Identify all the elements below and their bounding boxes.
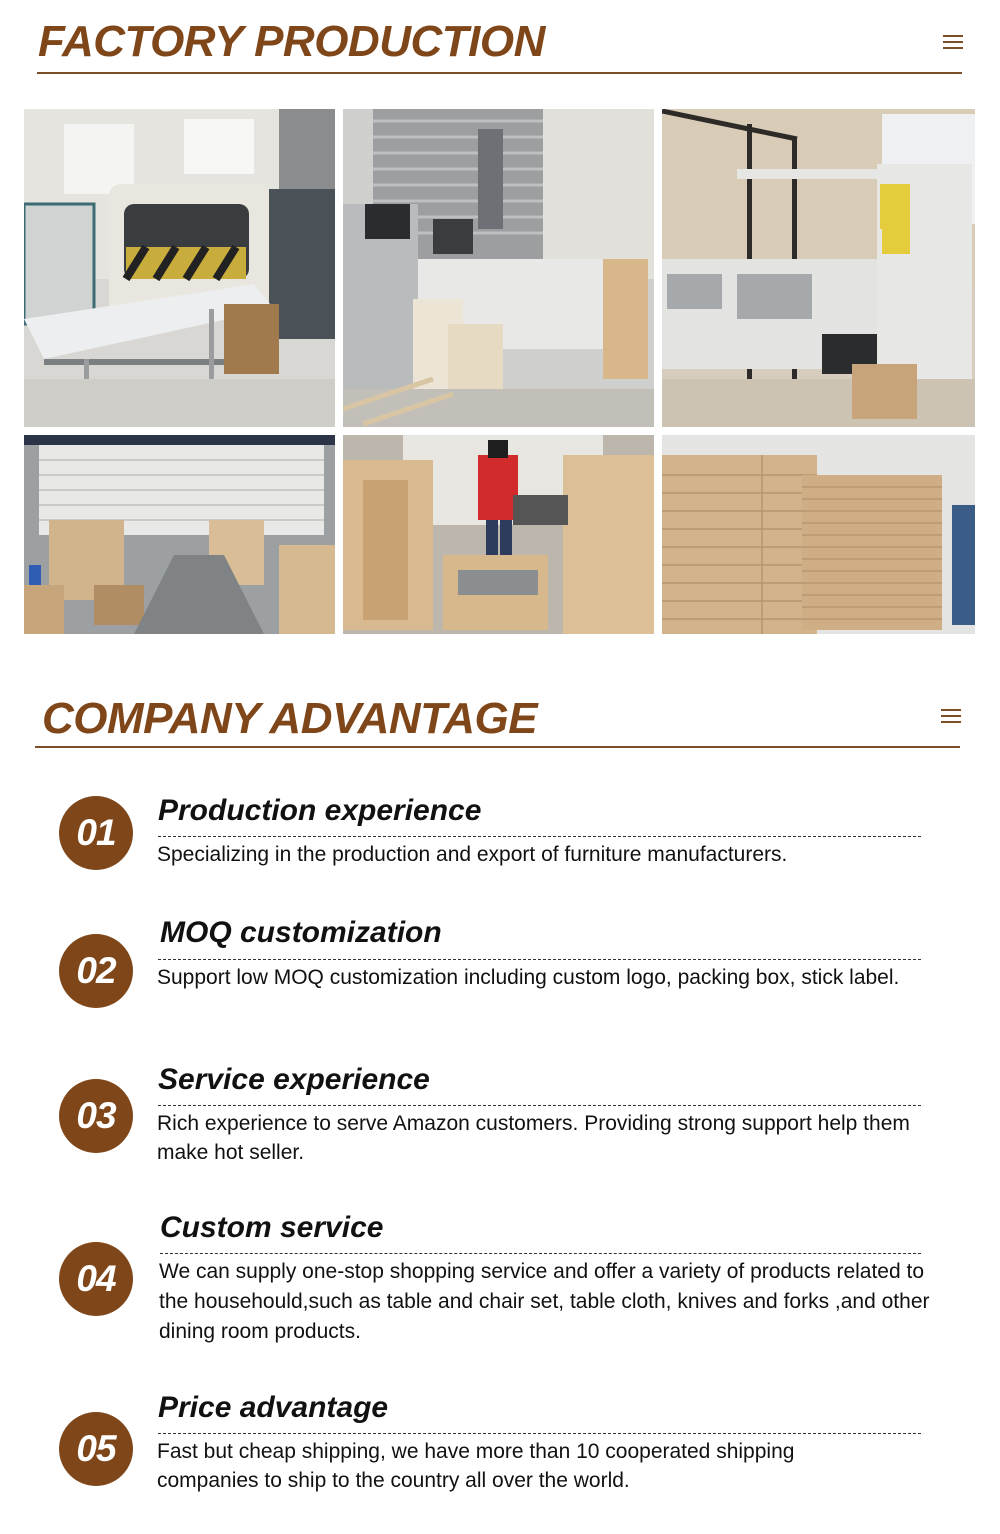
company-advantage-title: COMPANY ADVANTAGE xyxy=(42,694,538,743)
advantage-title: Production experience xyxy=(158,794,482,827)
advantage-description: Rich experience to serve Amazon customers. Providing strong support help them make hot seller. xyxy=(157,1112,910,1164)
advantage-title: Service experience xyxy=(158,1063,430,1096)
number-badge: 01 xyxy=(59,796,133,870)
section-divider xyxy=(37,72,962,74)
factory-photo-5 xyxy=(343,435,654,634)
hamburger-menu-icon[interactable] xyxy=(943,35,963,50)
company-advantage-header xyxy=(0,690,1000,760)
number-badge: 04 xyxy=(59,1242,133,1316)
factory-production-title: FACTORY PRODUCTION xyxy=(38,17,545,66)
hamburger-menu-icon[interactable] xyxy=(941,709,961,724)
advantage-description: Support low MOQ customization including custom logo, packing box, stick label. xyxy=(157,966,900,989)
dashed-divider xyxy=(158,1105,921,1106)
advantage-title: MOQ customization xyxy=(160,916,442,949)
dashed-divider xyxy=(158,1433,921,1434)
section-divider xyxy=(35,746,960,748)
factory-photo-4 xyxy=(24,435,335,634)
dashed-divider xyxy=(158,959,921,960)
advantage-description: Specializing in the production and export of furniture manufacturers. xyxy=(157,843,788,866)
advantage-title: Price advantage xyxy=(158,1391,389,1424)
factory-photo-1 xyxy=(24,109,335,427)
factory-photo-6 xyxy=(662,435,975,634)
advantage-title: Custom service xyxy=(160,1211,384,1244)
dashed-divider xyxy=(158,836,921,837)
number-badge: 05 xyxy=(59,1412,133,1486)
factory-photo-2 xyxy=(343,109,654,427)
dashed-divider xyxy=(160,1253,921,1254)
number-badge: 02 xyxy=(59,934,133,1008)
number-badge: 03 xyxy=(59,1079,133,1153)
factory-photo-3 xyxy=(662,109,975,427)
factory-production-header xyxy=(0,0,1000,80)
advantage-description: Fast but cheap shipping, we have more than 10 cooperated shipping companies to ship to the country all over the world. xyxy=(157,1440,795,1492)
advantage-description: We can supply one-stop shopping service and offer a variety of products related to the househould,such as table and chair set, table cloth, knives and forks ,and other dining room products. xyxy=(159,1260,930,1343)
